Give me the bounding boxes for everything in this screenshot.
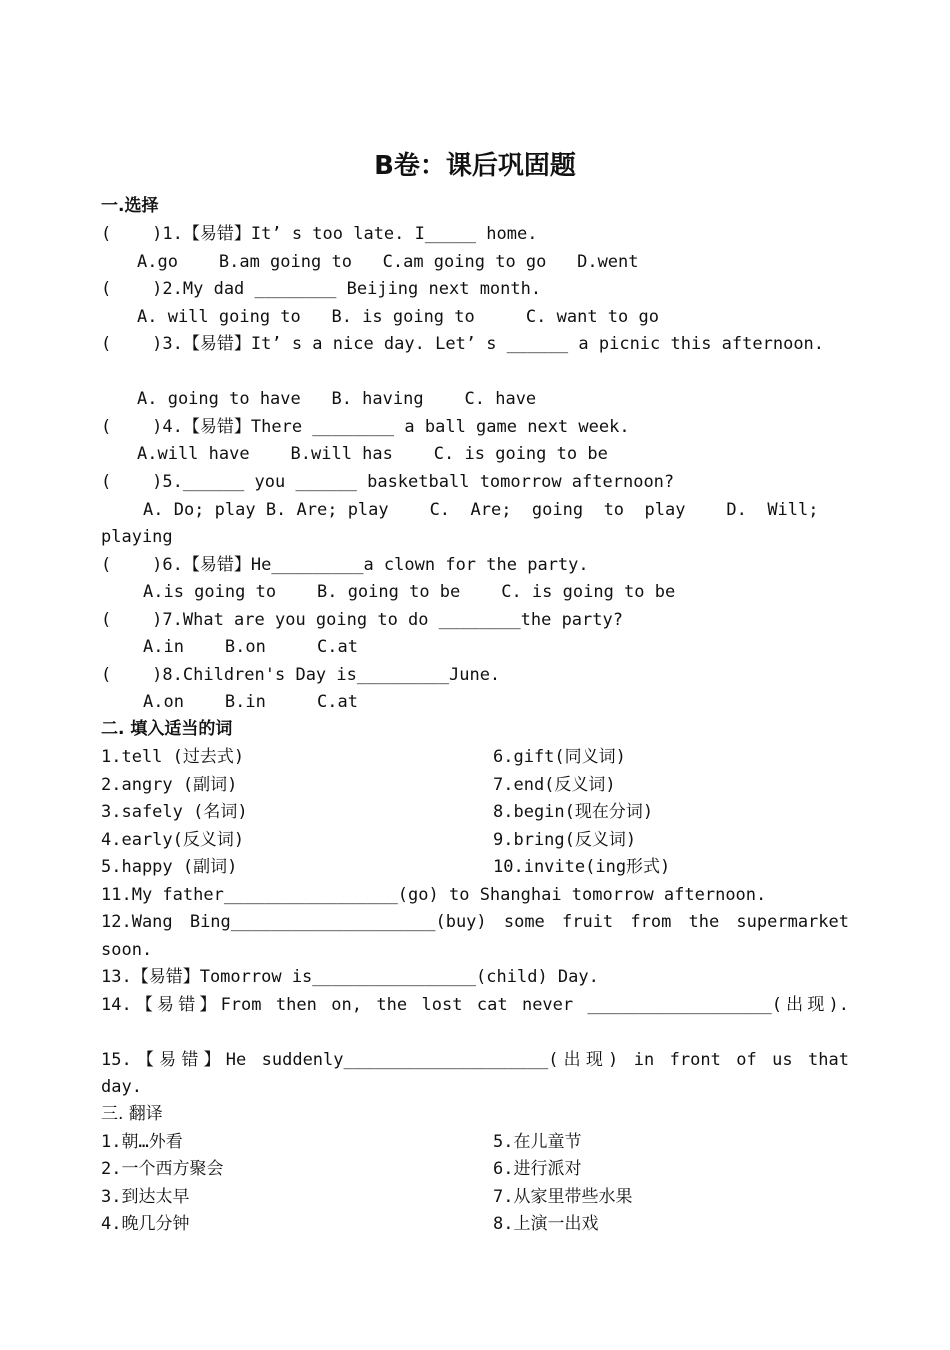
fill-item: 9.bring(反义词) — [493, 830, 637, 850]
question-8-options: A.on B.in C.at — [143, 692, 358, 712]
translate-item: 4.晚几分钟 — [101, 1214, 190, 1234]
translate-item: 1.朝…外看 — [101, 1132, 183, 1152]
translate-item: 6.进行派对 — [493, 1159, 582, 1179]
fill-item: 1.tell (过去式) — [101, 747, 245, 767]
translate-item: 5.在儿童节 — [493, 1132, 582, 1152]
question-15-cont: day. — [101, 1077, 142, 1097]
question-6: ( )6.【易错】He_________a clown for the party. — [101, 555, 589, 575]
question-6-options: A.is going to B. going to be C. is going to be — [143, 582, 676, 602]
question-3: ( )3.【易错】It’ s a nice day. Let’ s ______ a picnic this afternoon. — [101, 334, 825, 354]
section3-heading: 三. 翻译 — [101, 1104, 163, 1124]
question-8: ( )8.Children's Day is_________June. — [101, 665, 501, 685]
question-2: ( )2.My dad ________ Beijing next month. — [101, 279, 542, 299]
question-4: ( )4.【易错】There ________ a ball game next week. — [101, 417, 630, 437]
fill-item: 6.gift(同义词) — [493, 747, 626, 767]
fill-item: 2.angry (副词) — [101, 775, 238, 795]
question-12: 12.Wang Bing____________________(buy) some fruit from the supermarket — [101, 912, 849, 932]
fill-item: 7.end(反义词) — [493, 775, 616, 795]
question-7: ( )7.What are you going to do ________the party? — [101, 610, 623, 630]
fill-item: 4.early(反义词) — [101, 830, 245, 850]
translate-item: 2.一个西方聚会 — [101, 1159, 224, 1179]
section2-heading: 二. 填入适当的词 — [101, 719, 233, 739]
question-12-cont: soon. — [101, 940, 153, 960]
fill-item: 8.begin(现在分词) — [493, 802, 654, 822]
question-15: 15.【易错】He suddenly____________________(出现) in front of us that — [101, 1050, 849, 1070]
question-5-options: A. Do; play B. Are; play C. Are; going to play D. Will; — [143, 500, 819, 520]
translate-item: 8.上演一出戏 — [493, 1214, 599, 1234]
question-5-options-cont: playing — [101, 527, 173, 547]
question-1: ( )1.【易错】It’ s too late. I_____ home. — [101, 224, 538, 244]
page-title: B卷：课后巩固题 — [374, 151, 576, 181]
question-4-options: A.will have B.will has C. is going to be — [137, 444, 608, 464]
fill-item: 5.happy (副词) — [101, 857, 238, 877]
question-5: ( )5.______ you ______ basketball tomorrow afternoon? — [101, 472, 675, 492]
question-1-options: A.go B.am going to C.am going to go D.went — [137, 252, 639, 272]
question-3-options: A. going to have B. having C. have — [137, 389, 537, 409]
question-7-options: A.in B.on C.at — [143, 637, 358, 657]
translate-item: 3.到达太早 — [101, 1187, 190, 1207]
question-2-options: A. will going to B. is going to C. want to go — [137, 307, 659, 327]
question-14: 14.【易错】From then on, the lost cat never __________________(出现). — [101, 995, 849, 1015]
section1-heading: 一.选择 — [101, 196, 159, 216]
translate-item: 7.从家里带些水果 — [493, 1187, 633, 1207]
fill-item: 3.safely (名词) — [101, 802, 248, 822]
fill-item: 10.invite(ing形式) — [493, 857, 671, 877]
question-13: 13.【易错】Tomorrow is________________(child) Day. — [101, 967, 599, 987]
question-11: 11.My father_________________(go) to Shanghai tomorrow afternoon. — [101, 885, 767, 905]
